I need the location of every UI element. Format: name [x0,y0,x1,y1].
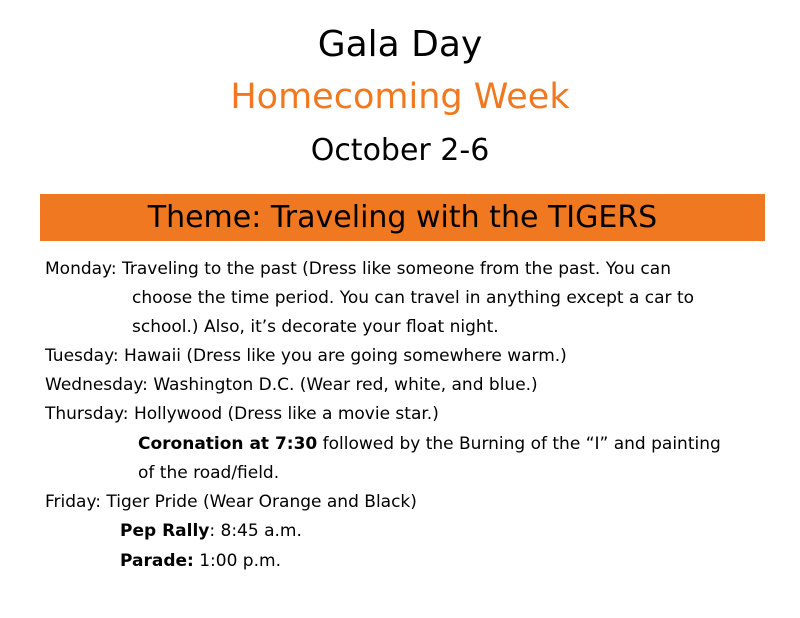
thursday-line-1: Thursday: Hollywood (Dress like a movie star.) [45,404,439,424]
pep-rally-line [120,523,302,540]
pep-rally-label: Pep Rally [120,521,210,541]
tuesday-line: Tuesday: Hawaii (Dress like you are going somewhere warm.) [45,346,567,366]
theme-banner [40,194,765,241]
coronation-line-2: of the road/field. [138,463,280,483]
parade-label: Parade: [120,551,194,571]
parade-time: 1:00 p.m. [193,551,281,571]
page-title: Gala Day [317,24,483,65]
event-dates: October 2-6 [310,133,490,168]
friday-line-1: Friday: Tiger Pride (Wear Orange and Black) [45,492,417,512]
coronation-label: Coronation at 7:30 [138,434,318,454]
theme-text: Theme: Traveling with the TIGERS [147,200,658,235]
coronation-line [138,436,721,453]
monday-line-3: school.) Also, it’s decorate your float night. [132,317,499,337]
monday-line-1: Monday: Traveling to the past (Dress like someone from the past. You can [45,259,671,279]
wednesday-line: Wednesday: Washington D.C. (Wear red, white, and blue.) [45,375,538,395]
pep-rally-time: : 8:45 a.m. [209,521,302,541]
coronation-details: followed by the Burning of the “I” and painting [317,434,721,454]
page-subtitle: Homecoming Week [230,77,570,117]
monday-line-2: choose the time period. You can travel in anything except a car to [132,288,695,308]
parade-line [120,553,281,570]
